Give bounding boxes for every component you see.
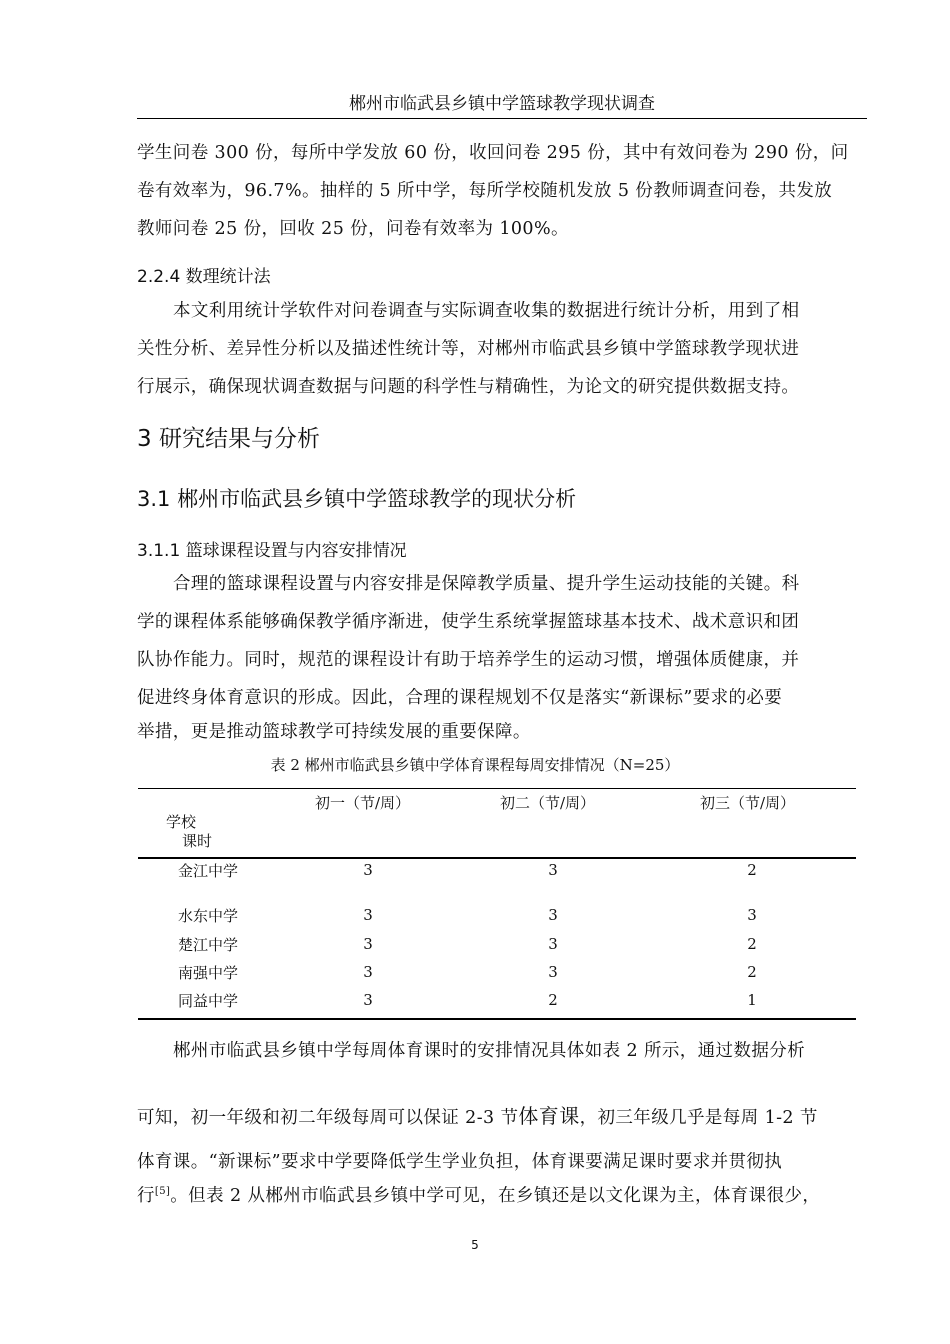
- school-name: 南强中学: [178, 964, 239, 982]
- section-heading-3-1: 3.1 郴州市临武县乡镇中学篮球教学的现状分析: [137, 487, 577, 511]
- text-line: 促进终身体育意识的形成。因此，合理的课程规划不仅是落实“新课标”要求的必要: [137, 688, 783, 708]
- table-cell: 2: [747, 963, 757, 981]
- column-header: 初三（节/周）: [700, 794, 796, 812]
- text-segment: 可知，初一年级和初二年级每周可以保证 2-3 节: [137, 1108, 519, 1128]
- section-heading-3: 3 研究结果与分析: [137, 426, 320, 452]
- running-header: 郴州市临武县乡镇中学篮球教学现状调查: [137, 90, 867, 119]
- text-line: [137, 1100, 818, 1129]
- table-header-rule: [138, 857, 856, 859]
- school-name: 金江中学: [178, 862, 239, 880]
- table-cell: 2: [747, 861, 757, 879]
- table-cell: 3: [548, 906, 558, 924]
- text-line: 卷有效率为，96.7%。抽样的 5 所中学，每所学校随机发放 5 份教师调查问卷，共发放: [137, 181, 833, 201]
- school-name: 同益中学: [178, 992, 239, 1010]
- text-line: 本文利用统计学软件对问卷调查与实际调查收集的数据进行统计分析，用到了相: [173, 301, 800, 321]
- table-cell: 3: [747, 906, 757, 924]
- text-segment-emphasis: 体育课: [518, 1104, 580, 1128]
- text-segment: 行: [137, 1186, 155, 1206]
- text-segment: 。但表 2 从郴州市临武县乡镇中学可见，在乡镇还是以文化课为主，体育课很少，: [170, 1186, 821, 1206]
- table-cell: 3: [548, 963, 558, 981]
- table-cell: 3: [363, 963, 373, 981]
- column-header: 初二（节/周）: [500, 794, 596, 812]
- page-number: 5: [471, 1238, 479, 1252]
- table-bottom-rule: [138, 1018, 856, 1020]
- table-cell: 3: [363, 991, 373, 1009]
- text-line: 体育课。“新课标”要求中学要降低学生学业负担，体育课要满足课时要求并贯彻执: [137, 1152, 783, 1172]
- table-cell: 3: [548, 861, 558, 879]
- text-line: 举措，更是推动篮球教学可持续发展的重要保障。: [137, 722, 531, 742]
- table-caption: 表 2 郴州市临武县乡镇中学体育课程每周安排情况（N=25）: [270, 756, 680, 774]
- table-cell: 3: [363, 935, 373, 953]
- table-cell: 2: [548, 991, 558, 1009]
- text-line: [137, 1182, 820, 1207]
- school-name: 水东中学: [178, 907, 239, 925]
- text-line: 关性分析、差异性分析以及描述性统计等，对郴州市临武县乡镇中学篮球教学现状进: [137, 339, 800, 359]
- table-cell: 3: [548, 935, 558, 953]
- citation-superscript[interactable]: [5]: [154, 1186, 171, 1198]
- text-line: 学的课程体系能够确保教学循序渐进，使学生系统掌握篮球基本技术、战术意识和团: [137, 612, 800, 632]
- text-line: 合理的篮球课程设置与内容安排是保障教学质量、提升学生运动技能的关键。科: [173, 574, 800, 594]
- table-cell: 3: [363, 861, 373, 879]
- text-line: 郴州市临武县乡镇中学每周体育课时的安排情况具体如表 2 所示，通过数据分析: [173, 1041, 806, 1061]
- text-segment: ，初三年级几乎是每周 1-2 节: [579, 1108, 818, 1128]
- table-top-rule: [138, 788, 856, 789]
- table-cell: 2: [747, 935, 757, 953]
- section-heading-2-2-4: 2.2.4 数理统计法: [137, 267, 271, 287]
- column-header: 初一（节/周）: [315, 794, 411, 812]
- text-line: 行展示，确保现状调查数据与问题的科学性与精确性，为论文的研究提供数据支持。: [137, 377, 800, 397]
- corner-header-hours: 课时: [182, 832, 213, 850]
- text-line: 教师问卷 25 份，回收 25 份，问卷有效率为 100%。: [137, 219, 569, 239]
- text-line: 学生问卷 300 份，每所中学发放 60 份，收回问卷 295 份，其中有效问卷为 290 份，问: [137, 143, 849, 163]
- section-heading-3-1-1: 3.1.1 篮球课程设置与内容安排情况: [137, 541, 407, 561]
- corner-header-school: 学校: [166, 813, 197, 831]
- text-line: 队协作能力。同时，规范的课程设计有助于培养学生的运动习惯，增强体质健康，并: [137, 650, 800, 670]
- table-cell: 1: [747, 991, 757, 1009]
- table-cell: 3: [363, 906, 373, 924]
- school-name: 楚江中学: [178, 936, 239, 954]
